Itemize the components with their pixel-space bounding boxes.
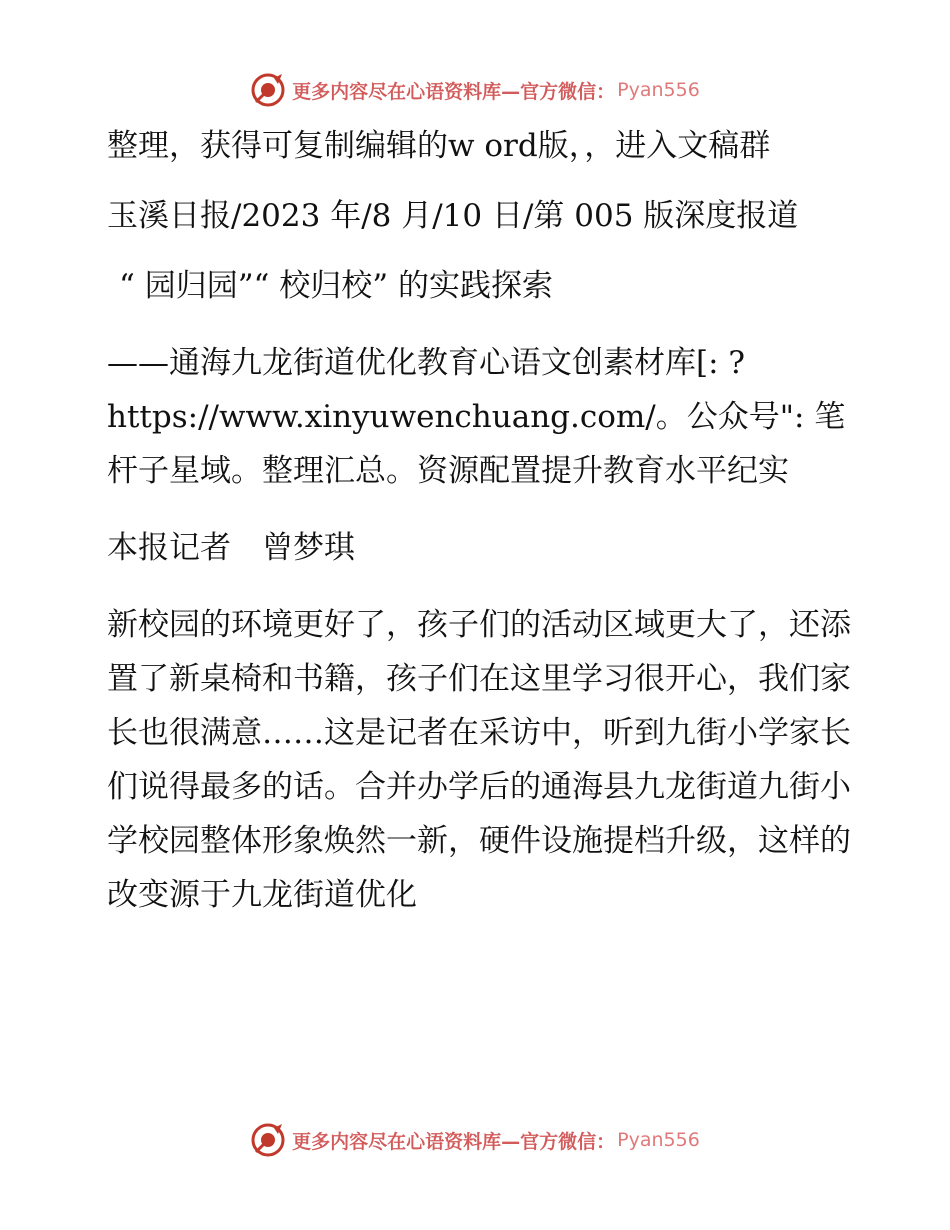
byline: 本报记者 曾梦琪 — [107, 530, 355, 566]
source-line: 玉溪日报/2023 年/8 月/10 日/第 005 版深度报道 — [107, 198, 799, 234]
banner-text: 更多内容尽在心语资料库—官方微信： — [292, 80, 616, 103]
banner-wechat-id: Pyan556 — [617, 79, 700, 101]
footer-watermark-banner — [0, 1120, 950, 1160]
header-watermark-banner — [0, 70, 950, 110]
pen-logo-icon — [250, 72, 286, 108]
pen-logo-icon — [250, 1122, 286, 1158]
intro-note: 整理，获得可复制编辑的w ord版，，进入文稿群 — [107, 128, 771, 164]
article-title: “ 园归园”“ 校归校” 的实践探索 — [119, 268, 553, 304]
document-body — [97, 122, 857, 948]
banner-wechat-id: Pyan556 — [617, 1129, 700, 1151]
body-paragraph: 新校园的环境更好了，孩子们的活动区域更大了，还添置了新桌椅和书籍，孩子们在这里学习很开心，我们家长也很满意……这是记者在采访中，听到九街小学家长们说得最多的话。合并办学后的通海县九龙街道九街小学校园整体形象焕然一新，硬件设施提档升级，这样的改变源于九龙街道优化 — [107, 607, 851, 913]
article-subtitle: ——通海九龙街道优化教育心语文创素材库[: ? https://www.xinyuwenchuang.com/。公众号": 笔杆子星域。整理汇总。资源配置提升教育水平纪实 — [107, 345, 846, 489]
banner-text: 更多内容尽在心语资料库—官方微信： — [292, 1130, 616, 1153]
